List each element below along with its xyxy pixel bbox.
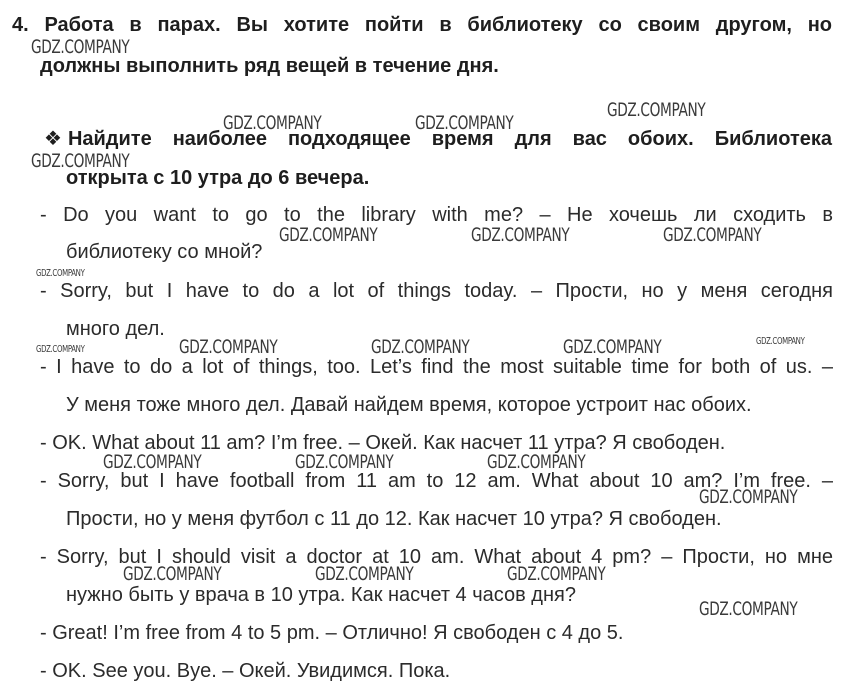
watermark: GDZ.COMPANY	[563, 336, 662, 358]
watermark: GDZ.COMPANY	[36, 268, 85, 279]
watermark: GDZ.COMPANY	[31, 36, 130, 58]
dialogue-line: - Sorry, but I should visit a doctor at 10 am. What about 4 pm? – Прости, но мне	[40, 546, 833, 568]
watermark: GDZ.COMPANY	[223, 112, 322, 134]
watermark: GDZ.COMPANY	[103, 451, 202, 473]
watermark: GDZ.COMPANY	[607, 99, 706, 121]
dialogue-line: - I have to do a lot of things, too. Let’s find the most suitable time for both of us. –	[40, 356, 833, 378]
watermark: GDZ.COMPANY	[663, 224, 762, 246]
instruction-text: Найдите наиболее подходящее время для вас обоих. Библиотека	[67, 128, 832, 150]
watermark: GDZ.COMPANY	[36, 344, 85, 355]
watermark: GDZ.COMPANY	[31, 150, 130, 172]
dialogue-line: библиотеку со мной?	[66, 241, 263, 263]
dialogue-line: Прости, но у меня футбол с 11 до 12. Как насчет 10 утра? Я свободен.	[66, 508, 722, 530]
dialogue-line: - OK. See you. Bye. – Окей. Увидимся. Пока.	[40, 660, 451, 682]
dialogue-line: много дел.	[66, 318, 165, 340]
watermark: GDZ.COMPANY	[471, 224, 570, 246]
task-heading-line-1: 4. Работа в парах. Вы хотите пойти в библиотеку со своим другом, но	[12, 14, 832, 36]
dialogue-line: - Sorry, but I have football from 11 am to 12 am. What about 10 am? I’m free. –	[40, 470, 833, 492]
watermark: GDZ.COMPANY	[415, 112, 514, 134]
diamond-bullet-icon: ❖	[44, 128, 62, 150]
instruction-line-2: открыта с 10 утра до 6 вечера.	[66, 167, 370, 189]
watermark: GDZ.COMPANY	[699, 486, 798, 508]
dialogue-line: - Sorry, but I have to do a lot of things today. – Прости, но у меня сегодня	[40, 280, 833, 302]
dialogue-line: нужно быть у врача в 10 утра. Как насчет 4 часов дня?	[66, 584, 576, 606]
dialogue-line: - Do you want to go to the library with me? – Не хочешь ли сходить в	[40, 204, 833, 226]
watermark: GDZ.COMPANY	[295, 451, 394, 473]
watermark: GDZ.COMPANY	[507, 563, 606, 585]
watermark: GDZ.COMPANY	[179, 336, 278, 358]
task-heading-line-2: должны выполнить ряд вещей в течение дня.	[40, 55, 499, 77]
watermark: GDZ.COMPANY	[315, 563, 414, 585]
dialogue-line: - OK. What about 11 am? I’m free. – Окей. Как насчет 11 утра? Я свободен.	[40, 432, 726, 454]
watermark: GDZ.COMPANY	[756, 336, 805, 347]
watermark: GDZ.COMPANY	[699, 598, 798, 620]
watermark: GDZ.COMPANY	[487, 451, 586, 473]
watermark: GDZ.COMPANY	[279, 224, 378, 246]
dialogue-line: У меня тоже много дел. Давай найдем время, которое устроит нас обоих.	[66, 394, 752, 416]
watermark: GDZ.COMPANY	[371, 336, 470, 358]
dialogue-line: - Great! I’m free from 4 to 5 pm. – Отлично! Я свободен с 4 до 5.	[40, 622, 624, 644]
watermark: GDZ.COMPANY	[123, 563, 222, 585]
